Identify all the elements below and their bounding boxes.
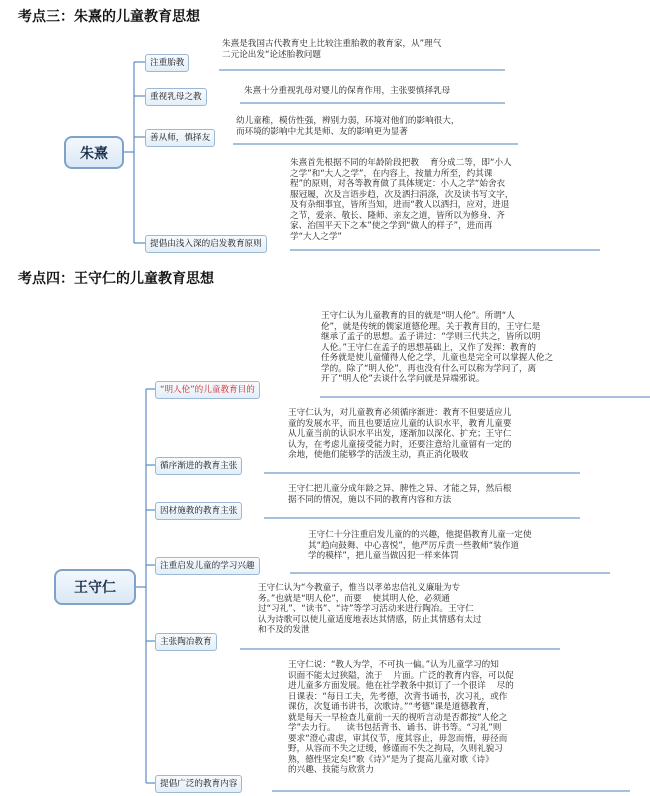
branch-broad-content: 提倡广泛的教育内容 (155, 775, 242, 793)
desc-choose-teachers-friends: 幼儿童稚，模仿性强，辨别力弱，环境对他们的影响很大， 而环境的影响中尤其是师、友的影响更为显著 (236, 116, 460, 137)
section-title-zhuxi: 考点三：朱熹的儿童教育思想 (18, 9, 200, 25)
branch-ethics-goal: “明人伦”的儿童教育目的 (155, 381, 260, 399)
desc-cultivation-education: 王守仁认为“今教童子，惟当以孝弟忠信礼义廉耻为专 务。”也就是“明人伦”，而要 使其明人伦，必须通 过“习礼”、“读书”、“诗”等学习活动来进行陶冶。王守仁 认为诗歌可以使儿童适度地表达其情感，防止其情感有太过 和不及的发泄 (258, 583, 482, 635)
desc-prenatal-education: 朱熹是我国古代教育史上比较注重胎教的教育家，从”理气 二元论出发“论述胎教问题 (222, 39, 442, 60)
central-node-zhuxi: 朱熹 (64, 136, 124, 169)
branch-choose-teachers-friends: 善从师，慎择友 (145, 129, 215, 147)
branch-prenatal-education: 注重胎教 (145, 54, 189, 72)
central-node-wangshouren: 王守仁 (54, 569, 136, 605)
branch-individualized-teaching: 因材施教的教育主张 (155, 502, 242, 520)
branch-gradual-progress: 循序渐进的教育主张 (155, 457, 242, 475)
desc-learning-interest: 王守仁十分注重启发儿童的的兴趣，他提倡教育儿童一定使 其“趋向鼓舞、中心喜悦”，他严厉斥责一些教师“装作道 学的模样”，把儿童当做囚犯一样来体罚 (308, 530, 532, 561)
desc-ethics-goal: 王守仁认为儿童教育的目的就是“明人伦”。所谓“人 伦”，就是传统的儒家道德伦理。关于教育目的，王守仁是 继承了孟子的思想。孟子讲过：“学则三代共之，皆所以明 人伦。”王守仁在孟子的思想基础上，又作了发挥：教育的 任务就是使儿童懂得人伦之学，儿童也是完全可以掌握人伦之 学的。除了“明人伦”，再也没有什么可以称为学问了，离 开了“明人伦”去谈什么学问就是异端邪说。 (321, 311, 554, 384)
desc-broad-content: 王守仁说：“教人为学，不可执一偏。”认为儿童学习的知 识面不能太过狭隘，流于 片面。广泛的教育内容，可以促 进儿童多方面发展。他在社学教条中拟订了一个很详 尽的 日课表：“每日工夫，先考德，次背书诵书，次习礼，或作 课仿，次复诵书讲书，次歌诗。”“考德”课是道德教育， 就是每天一早检查儿童前一天的视听言动是否都按“人伦之 学”去力行。 读书包括背书、诵书、讲书等。“习礼”则 要求“澄心肃虑，审其仪节，度其容止，毋忽而惰，毋径而 野，从容而不失之迂缓，修谨而不失之拘局，久则礼貌习 熟，德性坚定矣!”歌《诗》”是为了提高儿童对歌《诗》 的兴趣、技能与欣赏力 (288, 660, 514, 775)
desc-individualized-teaching: 王守仁把儿童分成年龄之异、脾性之异、才能之异，然后根 据不同的情况，施以不同的教育内容和方法 (288, 484, 512, 505)
branch-learning-interest: 注重启发儿童的学习兴趣 (155, 557, 260, 575)
branch-wet-nurse-education: 重视乳母之教 (145, 88, 207, 106)
branch-cultivation-education: 主张陶冶教育 (155, 633, 217, 651)
branch-heuristic-principle: 提倡由浅入深的启发教育原则 (145, 235, 267, 253)
desc-wet-nurse-education: 朱熹十分重视乳母对婴儿的保育作用，主张要慎择乳母 (244, 86, 451, 96)
section-title-wangshouren: 考点四：王守仁的儿童教育思想 (18, 271, 214, 287)
desc-gradual-progress: 王守仁认为，对儿童教育必须循序渐进：教育不但要适应儿 童的发展水平，而且也要适应儿童的认识水平，教育儿童要 从儿童当前的认识水平出发，逐渐加以深化、扩充；王守仁 认为，在考虑儿童接受能力时，还要注意给儿童留有一定的 余地，使他们能够学的活泼主动，真正消化吸收 (288, 408, 512, 460)
desc-heuristic-principle: 朱熹首先根据不同的年龄阶段把教 育分成二等，即“小人 之学”和“大人之学”，在内容上，按量力所至，约其课 程”的原则，对各等教育做了具体规定：小人之学“始舍衣 服冠履，次及言语步趋，次及洒扫涓涤，次及读书写文字， 及有杂细事宜，皆所当知，进而“教人以洒扫，应对，进退 之节，爱亲、敬长、隆师、亲友之道，皆所以为修身、齐 家、治国平天下之本”使之学到“做人的样子”，进而再 学“大人之学” (290, 158, 514, 242)
